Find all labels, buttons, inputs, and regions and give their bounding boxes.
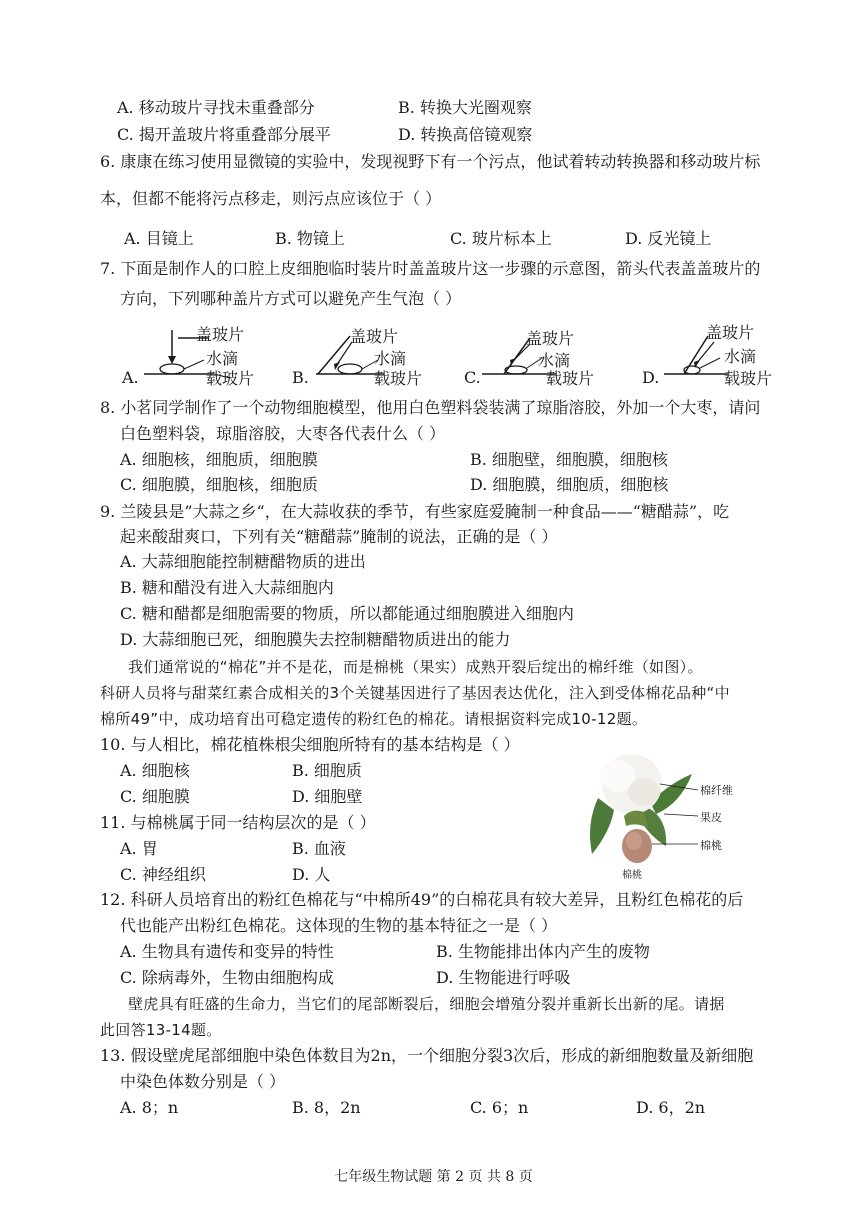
q7-option-b-label: B. <box>292 368 309 387</box>
q7-c-slide-label: 载玻片 <box>546 369 595 388</box>
q6-stem-line2: 本，但都不能将污点移走，则污点应该位于（ ） <box>100 189 442 208</box>
cotton-boll-figure <box>580 742 740 881</box>
q13-option-a: A. 8；n <box>120 1098 179 1117</box>
q7-option-c-label: C. <box>464 368 481 387</box>
q10-option-c: C. 细胞膜 <box>120 787 190 806</box>
q6-option-d: D. 反光镜上 <box>625 229 712 248</box>
q12-option-a: A. 生物具有遗传和变异的特性 <box>120 942 334 961</box>
passage2-line2: 此回答13-14题。 <box>100 1021 222 1039</box>
q10-option-d: D. 细胞壁 <box>292 787 363 806</box>
q12-option-d: D. 生物能进行呼吸 <box>436 968 571 987</box>
q13-option-c: C. 6；n <box>470 1098 529 1117</box>
q5-option-b: B. 转换大光圈观察 <box>398 98 532 117</box>
q13-stem-line1: 13. 假设壁虎尾部细胞中染色体数目为2n，一个细胞分裂3次后，形成的新细胞数量及新细胞 <box>100 1046 754 1065</box>
q7-d-slide-label: 载玻片 <box>724 369 773 388</box>
q11-option-d: D. 人 <box>292 865 331 884</box>
q5-option-c: C. 揭开盖玻片将重叠部分展平 <box>117 125 331 144</box>
q12-stem-line1: 12. 科研人员培育出的粉红色棉花与“中棉所49”的白棉花具有较大差异，且粉红色棉花的后 <box>100 890 744 909</box>
q13-option-b: B. 8，2n <box>292 1098 361 1117</box>
q10-option-a: A. 细胞核 <box>120 761 190 780</box>
q9-option-d: D. 大蒜细胞已死，细胞膜失去控制糖醋物质进出的能力 <box>120 630 511 649</box>
q9-stem-line1: 9. 兰陵县是”大蒜之乡“，在大蒜收获的季节，有些家庭爱腌制一种食品——“糖醋蒜”，吃 <box>100 502 730 521</box>
q13-option-d: D. 6，2n <box>636 1098 706 1117</box>
cotton-figure-caption: 棉桃 <box>622 870 642 881</box>
q12-stem-line2: 代也能产出粉红色棉花。这体现的生物的基本特征之一是（ ） <box>120 916 558 935</box>
q11-option-b: B. 血液 <box>292 839 346 858</box>
q7-option-d-label: D. <box>642 368 660 387</box>
cotton-peel-label: 果皮 <box>700 811 722 824</box>
q9-stem-line2: 起来酸甜爽口，下列有关“糖醋蒜”腌制的说法，正确的是（ ） <box>120 527 558 546</box>
q7-diagram-c <box>460 322 610 388</box>
passage1-line1: 我们通常说的“棉花”并不是花，而是棉桃（果实）成熟开裂后绽出的棉纤维（如图）。 <box>128 658 703 676</box>
q7-a-cover-label: 盖玻片 <box>196 325 245 344</box>
q7-b-drop-label: 水滴 <box>374 349 407 368</box>
q6-option-c: C. 玻片标本上 <box>450 229 552 248</box>
q5-option-a: A. 移动玻片寻找未重叠部分 <box>117 98 315 117</box>
q10-option-b: B. 细胞质 <box>292 761 362 780</box>
q6-option-a: A. 目镜上 <box>124 229 194 248</box>
q7-diagram-a <box>118 322 268 388</box>
q5-option-d: D. 转换高倍镜观察 <box>398 125 533 144</box>
cotton-boll-label: 棉桃 <box>700 839 722 852</box>
q7-d-drop-label: 水滴 <box>724 347 757 366</box>
q7-diagram-d <box>638 318 788 388</box>
q10-stem: 10. 与人相比，棉花植株根尖细胞所特有的基本结构是（ ） <box>100 735 520 754</box>
q7-c-cover-label: 盖玻片 <box>526 329 575 348</box>
q7-d-cover-label: 盖玻片 <box>706 323 755 342</box>
q7-b-cover-label: 盖玻片 <box>350 327 399 346</box>
q12-option-c: C. 除病毒外，生物由细胞构成 <box>120 968 334 987</box>
q11-stem: 11. 与棉桃属于同一结构层次的是（ ） <box>100 813 376 832</box>
q8-stem-line1: 8. 小茗同学制作了一个动物细胞模型，他用白色塑料袋装满了琼脂溶胶，外加一个大枣，请问 <box>100 398 761 417</box>
q8-stem-line2: 白色塑料袋，琼脂溶胶，大枣各代表什么（ ） <box>120 424 446 443</box>
passage1-line3: 棉所49”中，成功培育出可稳定遗传的粉红色的棉花。请根据资料完成10-12题。 <box>100 710 648 728</box>
q9-option-a: A. 大蒜细胞能控制糖醋物质的进出 <box>120 552 366 571</box>
cotton-fiber-label: 棉纤维 <box>700 784 733 797</box>
q7-stem-line2: 方向，下列哪种盖片方式可以避免产生气泡（ ） <box>120 289 462 308</box>
q8-option-b: B. 细胞壁，细胞膜，细胞核 <box>470 450 668 469</box>
q6-stem-line1: 6. 康康在练习使用显微镜的实验中，发现视野下有一个污点，他试着转动转换器和移动玻片标 <box>100 152 761 171</box>
q7-diagram-b <box>288 322 438 388</box>
page-footer: 七年级生物试题 第 2 页 共 8 页 <box>334 1169 533 1185</box>
q13-stem-line2: 中染色体数分别是（ ） <box>120 1072 286 1091</box>
q11-option-c: C. 神经组织 <box>120 865 206 884</box>
q8-option-d: D. 细胞膜，细胞质，细胞核 <box>470 475 669 494</box>
passage2-line1: 壁虎具有旺盛的生命力，当它们的尾部断裂后，细胞会增殖分裂并重新长出新的尾。请据 <box>128 995 725 1013</box>
q7-a-slide-label: 载玻片 <box>206 369 255 388</box>
q8-option-a: A. 细胞核，细胞质，细胞膜 <box>120 450 318 469</box>
q7-option-a-label: A. <box>122 368 139 387</box>
passage1-line2: 科研人员将与甜菜红素合成相关的3个关键基因进行了基因表达优化，注入到受体棉花品种“中 <box>100 684 730 702</box>
q9-option-c: C. 糖和醋都是细胞需要的物质，所以都能通过细胞膜进入细胞内 <box>120 604 574 623</box>
q8-option-c: C. 细胞膜，细胞核，细胞质 <box>120 475 318 494</box>
q9-option-b: B. 糖和醋没有进入大蒜细胞内 <box>120 578 334 597</box>
q7-b-slide-label: 载玻片 <box>374 369 423 388</box>
q7-c-drop-label: 水滴 <box>538 351 571 370</box>
q7-stem-line1: 7. 下面是制作人的口腔上皮细胞临时装片时盖盖玻片这一步骤的示意图，箭头代表盖盖玻片的 <box>100 259 761 278</box>
q6-option-b: B. 物镜上 <box>275 229 345 248</box>
q7-a-drop-label: 水滴 <box>206 349 239 368</box>
q11-option-a: A. 胃 <box>120 839 158 858</box>
q12-option-b: B. 生物能排出体内产生的废物 <box>436 942 650 961</box>
